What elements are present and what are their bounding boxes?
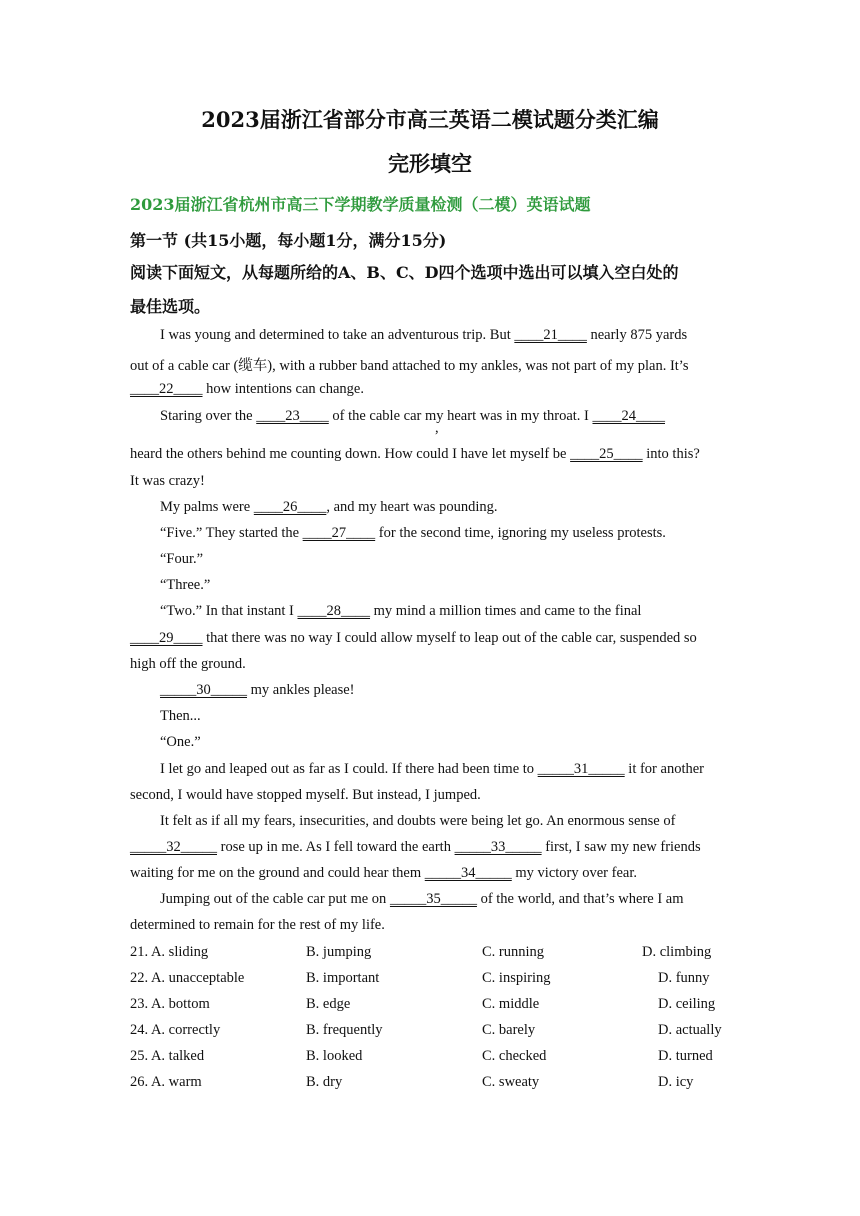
passage-text: heard the others behind me counting down. How could I have let myself be <box>130 446 571 462</box>
blank-26: ____26____ <box>253 499 327 515</box>
passage-text: I let go and leaped out as far as I could. If there had been time to <box>160 761 538 777</box>
passage-line <box>160 408 665 425</box>
passage-text: , and my heart was pounding. <box>326 499 498 515</box>
option-d: D. turned <box>658 1048 713 1064</box>
passage-text: “Two.” In that instant I <box>160 603 298 619</box>
passage-line: determined to remain for the rest of my life. <box>130 917 385 933</box>
passage-line <box>130 381 364 398</box>
passage-line: Then... <box>160 708 201 724</box>
option-b: B. frequently <box>306 1022 383 1038</box>
option-b: B. jumping <box>306 944 372 960</box>
passage-text: for the second time, ignoring my useless protests. <box>375 525 666 541</box>
passage-line <box>160 761 704 778</box>
blank-35: _____35_____ <box>389 891 477 907</box>
section-heading: 第一节 (共15小题，每小题1分，满分15分) <box>130 231 447 250</box>
instruction-line-2: 最佳选项。 <box>130 297 211 316</box>
passage-line <box>130 839 701 856</box>
passage-line <box>160 603 641 620</box>
option-c: C. sweaty <box>482 1074 540 1090</box>
document-title: 2023届浙江省部分市高三英语二模试题分类汇编 <box>201 107 659 132</box>
passage-text: how intentions can change. <box>202 381 364 397</box>
blank-27: ____27____ <box>302 525 376 541</box>
passage-text: my victory over fear. <box>511 865 637 881</box>
option-d: D. ceiling <box>658 996 716 1012</box>
option-b: B. edge <box>306 996 351 1012</box>
option-c: C. middle <box>482 996 540 1012</box>
instruction-line-1: 阅读下面短文，从每题所给的A、B、C、D四个选项中选出可以填入空白处的 <box>130 263 679 282</box>
passage-text: my heart was in my throat. I <box>421 408 593 424</box>
passage-text: my mind a million times and came to the final <box>370 603 642 619</box>
passage-line <box>160 525 666 542</box>
stray-comma: , <box>435 420 439 436</box>
option-a: 26. A. warm <box>130 1074 202 1090</box>
option-d: D. actually <box>658 1022 722 1038</box>
passage-line: out of a cable car (缆车), with a rubber band attached to my ankles, was not part of my plan. It’s <box>130 358 689 374</box>
passage-line: “Three.” <box>160 577 211 593</box>
passage-text: first, I saw my new friends <box>541 839 701 855</box>
option-a: 24. A. correctly <box>130 1022 221 1038</box>
passage-text: of the cable car <box>328 408 422 424</box>
passage-line <box>130 630 697 647</box>
blank-25: ____25____ <box>570 446 643 462</box>
passage-line: It felt as if all my fears, insecurities, and doubts were being let go. An enormous sense of <box>160 813 676 829</box>
blank-31: _____31_____ <box>537 761 625 777</box>
passage-line <box>160 682 355 699</box>
passage-line <box>130 446 700 463</box>
passage-text: that there was no way I could allow myself to leap out of the cable car, suspended so <box>202 630 697 646</box>
option-a: 25. A. talked <box>130 1048 205 1064</box>
passage-line: “Four.” <box>160 551 204 567</box>
blank-21: ____21____ <box>514 327 587 343</box>
passage-line <box>130 865 637 882</box>
passage-text: nearly 875 yards <box>586 327 688 343</box>
option-b: B. dry <box>306 1074 343 1090</box>
option-c: C. running <box>482 944 545 960</box>
passage-text: “Five.” They started the <box>160 525 303 541</box>
blank-24: ____24____ <box>592 408 665 424</box>
passage-text: Staring over the <box>160 408 257 424</box>
blank-34: _____34_____ <box>424 865 512 881</box>
blank-28: ____28____ <box>297 603 371 619</box>
passage-line: second, I would have stopped myself. But instead, I jumped. <box>130 787 481 803</box>
option-d: D. funny <box>658 970 710 986</box>
passage-line: “One.” <box>160 734 201 750</box>
option-c: C. checked <box>482 1048 547 1064</box>
passage-line <box>160 327 687 344</box>
option-a: 21. A. sliding <box>130 944 209 960</box>
option-d: D. climbing <box>642 944 712 960</box>
passage-line <box>160 891 684 908</box>
option-a: 22. A. unacceptable <box>130 970 245 986</box>
passage-text: My palms were <box>160 499 254 515</box>
blank-32: _____32_____ <box>130 839 217 855</box>
blank-22: ____22____ <box>130 381 203 397</box>
passage-text: Jumping out of the cable car put me on <box>160 891 390 907</box>
blank-23: ____23____ <box>256 408 329 424</box>
blank-33: _____33_____ <box>454 839 542 855</box>
passage-line: It was crazy! <box>130 473 205 489</box>
blank-30: _____30_____ <box>160 682 247 698</box>
option-c: C. barely <box>482 1022 536 1038</box>
option-d: D. icy <box>658 1074 694 1090</box>
passage-text: of the world, and that’s where I am <box>476 891 684 907</box>
source-heading: 2023届浙江省杭州市高三下学期教学质量检测（二模）英语试题 <box>130 195 591 214</box>
passage-line <box>160 499 497 516</box>
option-b: B. looked <box>306 1048 363 1064</box>
passage-text: rose up in me. As I fell toward the earth <box>217 839 455 855</box>
option-a: 23. A. bottom <box>130 996 210 1012</box>
passage-text: I was young and determined to take an adventurous trip. But <box>160 327 515 343</box>
passage-text: waiting for me on the ground and could hear them <box>130 865 425 881</box>
passage-text: into this? <box>642 446 700 462</box>
document-subtitle: 完形填空 <box>388 151 472 176</box>
option-b: B. important <box>306 970 380 986</box>
passage-text: my ankles please! <box>247 682 355 698</box>
option-c: C. inspiring <box>482 970 551 986</box>
passage-line: high off the ground. <box>130 656 246 672</box>
passage-text: it for another <box>624 761 704 777</box>
blank-29: ____29____ <box>130 630 203 646</box>
